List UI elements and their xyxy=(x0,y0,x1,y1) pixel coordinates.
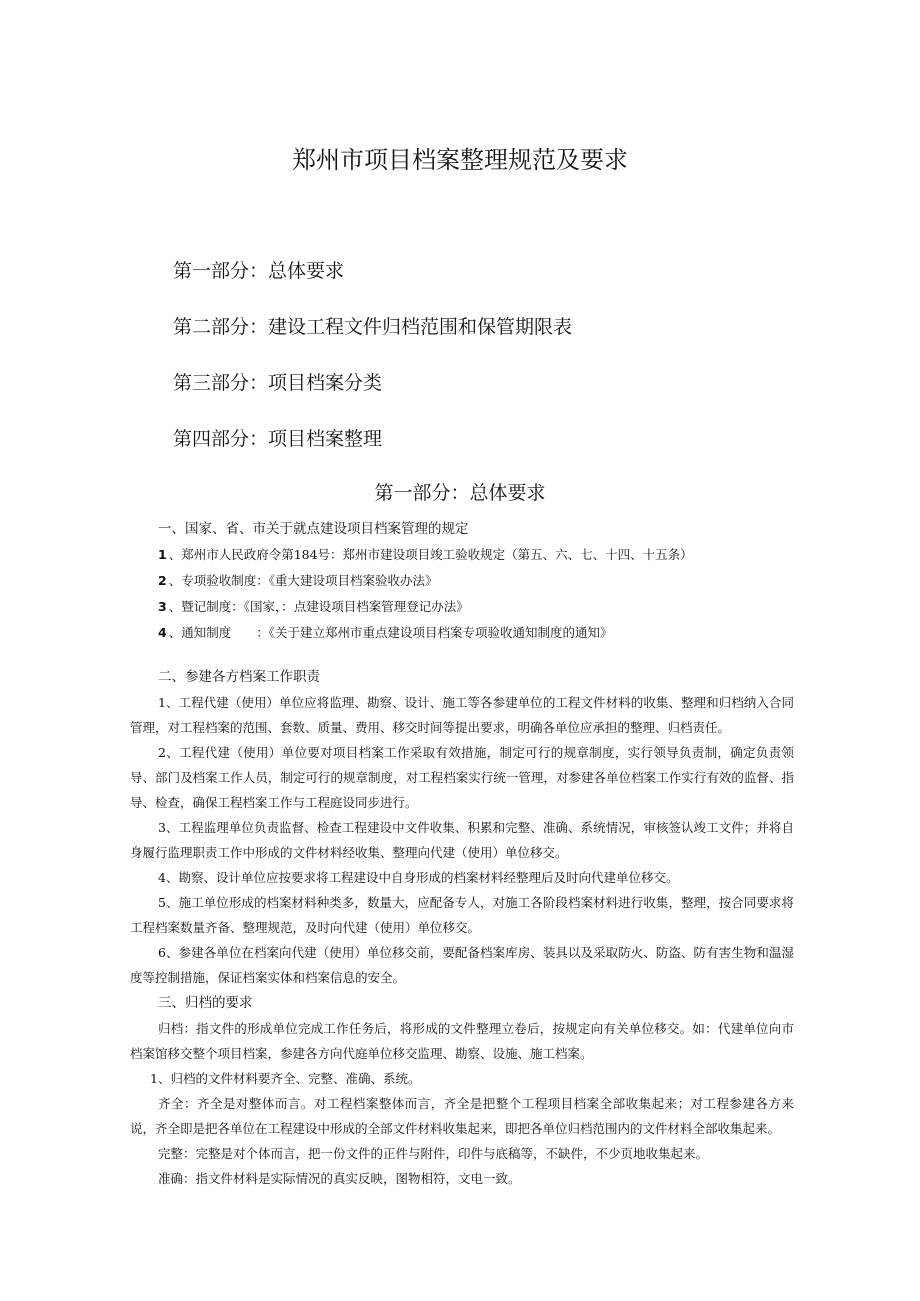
list-item: 3 、暨记制度：《国家，：点建设项目档案管理登记办法》 xyxy=(158,599,469,614)
paragraph: 准确：指文件材料是实际情况的真实反映，图物相符，文电一致。 xyxy=(158,1171,521,1186)
toc-item-part-2: 第二部分：建设工程文件归档范围和保管期限表 xyxy=(173,316,573,338)
list-item: 4 、通知制度 ：《关于建立郑州市重点建设项目档案专项验收通知制度的通知》 xyxy=(158,625,613,640)
sub-heading: 1、归档的文件材料要齐全、完整、准确、系统。 xyxy=(150,1071,421,1086)
paragraph: 2、工程代建（使用）单位要对项目档案工作采取有效措施，制定可行的规章制度，实行领导负责制，确定负责领导、部门及档案工作人员，制定可行的规章制度，对工程档案实行统一管理，对参建各单位档案工作实行有效的监督、指导、检查，确保工程档案工作与工程庭设同步进行。 xyxy=(130,745,794,810)
paragraph: 4、勘察、设计单位应按要求将工程建设中自身形成的档案材料经整理后及时向代建单位移交。 xyxy=(158,870,679,885)
toc-item-part-3: 第三部分：项目档案分类 xyxy=(173,372,383,394)
paragraph: 归档：指文件的形成单位完成工作任务后，将形成的文件整理立卷后，按规定向有关单位移交。如：代建单位向市档案馆移交整个项目档案，参建各方向代庭单位移交监理、勘察、设施、施工档案。 xyxy=(130,1021,794,1061)
list-item: 2 、专项验收制度：《重大建设项目档案验收办法》 xyxy=(158,573,438,588)
paragraph: 6、参建各单位在档案向代建（使用）单位移交前，要配备档案库房、装具以及采取防火、防盗、防有害生物和温湿度等控制措施，保证档案实体和档案信息的安全。 xyxy=(130,945,794,985)
paragraph: 完整：完整是对个体而言，把一份文件的正件与附件，印件与底稿等，不缺件，不少页地收集起来。 xyxy=(158,1146,709,1161)
paragraph: 齐全：齐全是对整体而言。对工程档案整体而言，齐全是把整个工程项目档案全部收集起来；对工程参建各方来说，齐全即是把各单位在工程建设中形成的全部文件材料收集起来，即把各单位归档范围内的文件材料全部收集起来。 xyxy=(130,1096,794,1136)
table-of-contents xyxy=(173,256,572,480)
section-body xyxy=(130,516,794,1191)
list-item: 1 、郑州市人民政府令第184号：郑州市建设项目竣工验收规定（第五、六、七、十四、十五条） xyxy=(158,547,693,562)
toc-item-part-1: 第一部分：总体要求 xyxy=(173,260,345,282)
document-title: 郑州市项目档案整理规范及要求 xyxy=(292,146,628,174)
paragraph: 1、工程代建（使用）单位应将监理、勘察、设计、施工等各参建单位的工程文件材料的收集、整理和归档纳入合同管理，对工程档案的范围、套数、质量、费用、移交时间等提出要求，明确各单位应承担的整理、归档责任。 xyxy=(130,695,794,735)
toc-item-part-4: 第四部分：项目档案整理 xyxy=(173,428,383,450)
paragraph: 3、工程监理单位负责监督、检查工程建设中文件收集、积累和完整、准确、系统情况，审核签认竣工文件；并将自身履行监理职责工作中形成的文件材料经收集、整理向代建（使用）单位移交。 xyxy=(130,820,794,860)
paragraph: 5、施工单位形成的档案材料种类多，数量大，应配备专人，对施工各阶段档案材料进行收集，整理，按合同要求将工程档案数量齐备、整理规范，及时向代建（使用）单位移交。 xyxy=(130,895,794,935)
heading-archiving-requirements: 三、归档的要求 xyxy=(158,995,253,1011)
heading-regulations: 一、国家、省、市关于就点建设项目档案管理的规定 xyxy=(158,521,469,537)
section-title: 第一部分：总体要求 xyxy=(374,482,546,504)
heading-responsibilities: 二、参建各方档案工作职责 xyxy=(158,669,320,685)
